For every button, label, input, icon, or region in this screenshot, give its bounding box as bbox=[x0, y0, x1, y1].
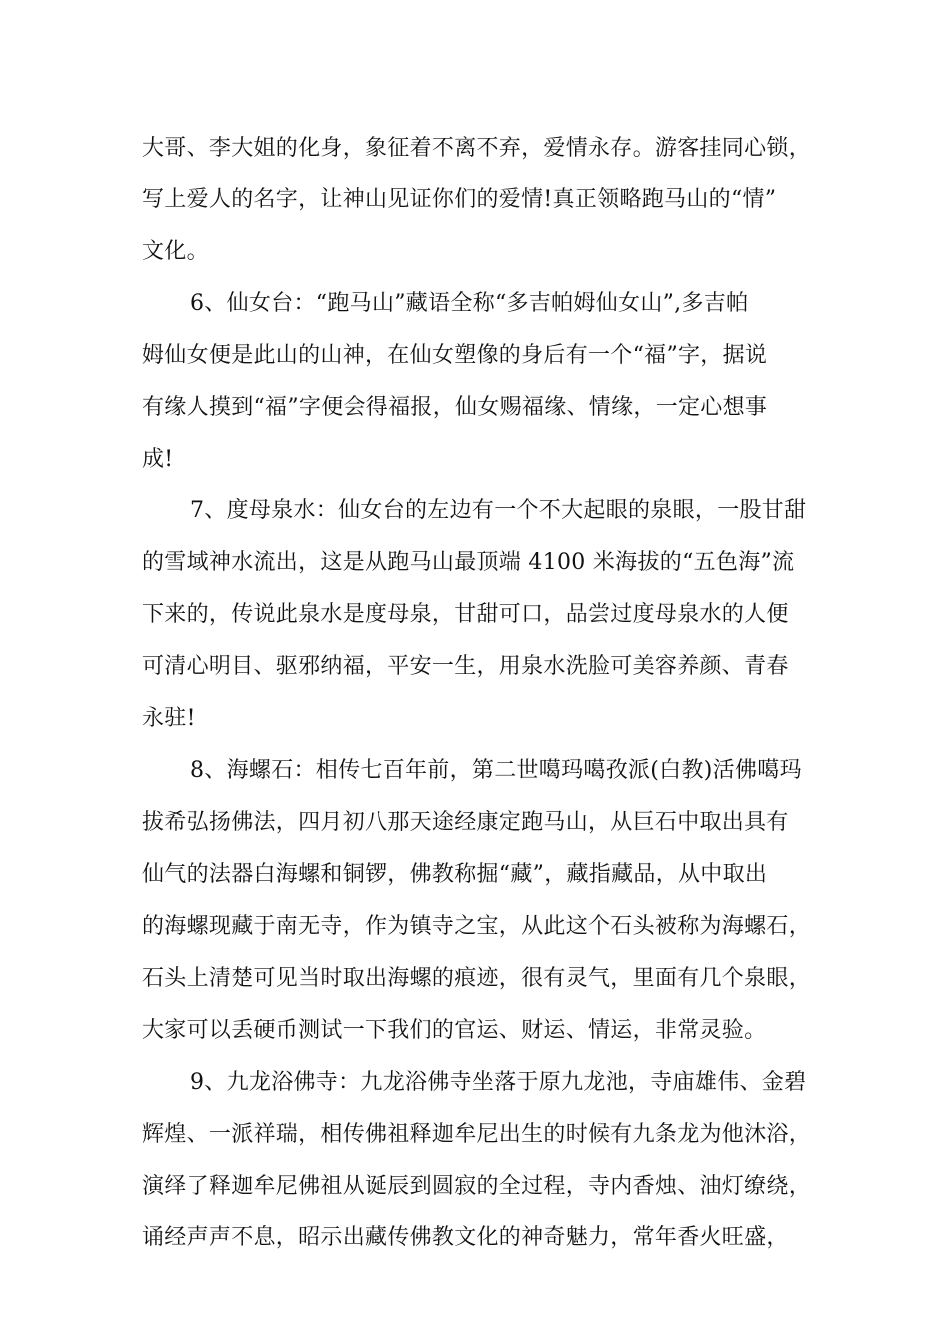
paragraph-start-line: 7、度母泉水：仙女台的左边有一个不大起眼的泉眼，一股甘甜 bbox=[190, 498, 807, 523]
text-line: 演绎了释迦牟尼佛祖从诞辰到圆寂的全过程，寺内香烛、油灯缭绕， bbox=[142, 1174, 812, 1199]
text-line: 辉煌、一派祥瑞，相传佛祖释迦牟尼出生的时候有九条龙为他沐浴， bbox=[142, 1122, 812, 1147]
text-line: 姆仙女便是此山的山神，在仙女塑像的身后有一个“福”字，据说 bbox=[142, 343, 768, 368]
text-line: 仙气的法器白海螺和铜锣，佛教称掘“藏”，藏指藏品，从中取出 bbox=[142, 862, 768, 887]
text-line: 拔希弘扬佛法，四月初八那天途经康定跑马山，从巨石中取出具有 bbox=[142, 810, 789, 835]
text-line: 写上爱人的名字，让神山见证你们的爱情!真正领略跑马山的“情” bbox=[142, 187, 777, 212]
text-line: 有缘人摸到“福”字便会得福报，仙女赐福缘、情缘，一定心想事 bbox=[142, 395, 768, 420]
paragraph-start-line: 9、九龙浴佛寺：九龙浴佛寺坐落于原九龙池，寺庙雄伟、金碧 bbox=[190, 1070, 807, 1095]
paragraph-start-line: 6、仙女台：“跑马山”藏语全称“多吉帕姆仙女山”,多吉帕 bbox=[190, 291, 749, 316]
text-line: 成! bbox=[142, 447, 174, 472]
text-line: 文化。 bbox=[142, 239, 209, 264]
text-line: 永驻! bbox=[142, 706, 196, 731]
text-line: 的海螺现藏于南无寺，作为镇寺之宝，从此这个石头被称为海螺石， bbox=[142, 914, 812, 939]
text-line: 可清心明目、驱邪纳福，平安一生，用泉水洗脸可美容养颜、青春 bbox=[142, 654, 789, 679]
text-line: 的雪域神水流出，这是从跑马山最顶端 4100 米海拔的“五色海”流 bbox=[142, 550, 795, 575]
text-line: 诵经声声不息，昭示出藏传佛教文化的神奇魅力，常年香火旺盛， bbox=[142, 1225, 789, 1250]
paragraph-start-line: 8、海螺石：相传七百年前，第二世噶玛噶孜派(白教)活佛噶玛 bbox=[190, 758, 802, 783]
text-line: 大哥、李大姐的化身，象征着不离不弃，爱情永存。游客挂同心锁， bbox=[142, 136, 812, 161]
text-line: 下来的，传说此泉水是度母泉，甘甜可口，品尝过度母泉水的人便 bbox=[142, 602, 789, 627]
text-line: 石头上清楚可见当时取出海螺的痕迹，很有灵气，里面有几个泉眼， bbox=[142, 966, 812, 991]
text-line: 大家可以丢硬币测试一下我们的官运、财运、情运，非常灵验。 bbox=[142, 1018, 767, 1043]
